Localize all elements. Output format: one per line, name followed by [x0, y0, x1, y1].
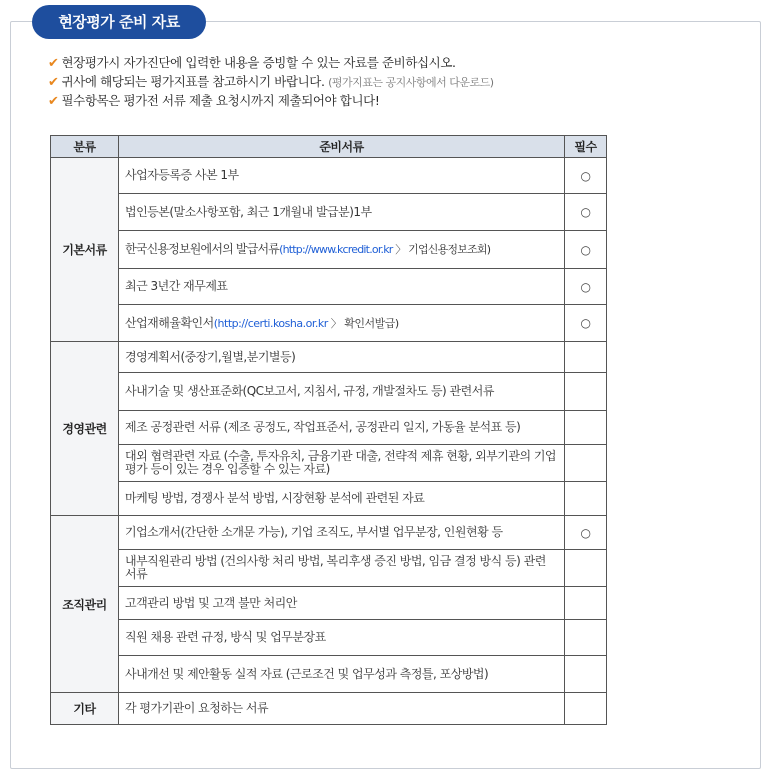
note-item: ✔ 귀사에 해당되는 평가지표를 참고하시기 바랍니다. (평가지표는 공지사항에서 다운로드) [48, 74, 494, 90]
table-row [51, 158, 607, 194]
note-subtext: (평가지표는 공지사항에서 다운로드) [328, 76, 494, 89]
table-row [51, 516, 607, 550]
table-row [51, 194, 607, 231]
table-row [51, 445, 607, 482]
document-item: 직원 채용 관련 규정, 방식 및 업무분장표 [119, 620, 565, 656]
required-cell [565, 445, 607, 482]
required-cell [565, 482, 607, 516]
table-row [51, 342, 607, 373]
section-title-tab: 현장평가 준비 자료 [32, 5, 206, 39]
required-cell [565, 373, 607, 411]
category-organization: 조직관리 [51, 516, 119, 693]
category-other: 기타 [51, 693, 119, 725]
document-item: 고객관리 방법 및 고객 불만 처리안 [119, 587, 565, 620]
required-cell [565, 587, 607, 620]
category-basic: 기본서류 [51, 158, 119, 342]
document-item: 사업자등록증 사본 1부 [119, 158, 565, 194]
document-item: 사내기술 및 생산표준화(QC보고서, 지침서, 규정, 개발절차도 등) 관련서류 [119, 373, 565, 411]
header-required: 필수 [565, 136, 607, 158]
document-item: 산업재해율확인서(http://certi.kosha.or.kr 〉 확인서발급) [119, 305, 565, 342]
required-cell [565, 693, 607, 725]
header-documents: 준비서류 [119, 136, 565, 158]
table-row [51, 269, 607, 305]
document-item: 제조 공정관련 서류 (제조 공정도, 작업표준서, 공정관리 일지, 가동율 분석표 등) [119, 411, 565, 445]
required-cell [565, 656, 607, 693]
table-row [51, 620, 607, 656]
document-item: 법인등본(말소사항포함, 최근 1개월내 발급분)1부 [119, 194, 565, 231]
header-category: 분류 [51, 136, 119, 158]
kosha-link[interactable]: (http://certi.kosha.or.kr [213, 316, 328, 330]
required-cell [565, 342, 607, 373]
document-item: 경영계획서(중장기,월별,분기별등) [119, 342, 565, 373]
required-cell [565, 620, 607, 656]
table-row [51, 693, 607, 725]
required-cell [565, 411, 607, 445]
document-item: 대외 협력관련 자료 (수출, 투자유치, 금융기관 대출, 전략적 제휴 현황, 외부기관의 기업평가 등이 있는 경우 입증할 수 있는 자료) [119, 445, 565, 482]
instruction-notes [48, 54, 748, 111]
table-row [51, 305, 607, 342]
table-row [51, 587, 607, 620]
document-item: 각 평가기관이 요청하는 서류 [119, 693, 565, 725]
document-item: 마케팅 방법, 경쟁사 분석 방법, 시장현황 분석에 관련된 자료 [119, 482, 565, 516]
check-icon: ✔ [48, 75, 59, 90]
document-item: 한국신용정보원에서의 발급서류(http://www.kcredit.or.kr 〉 기업신용정보조회) [119, 231, 565, 269]
required-mark: ○ [565, 158, 607, 194]
required-mark: ○ [565, 231, 607, 269]
document-item: 기업소개서(간단한 소개문 가능), 기업 조직도, 부서별 업무분장, 인원현황 등 [119, 516, 565, 550]
document-item: 사내개선 및 제안활동 실적 자료 (근로조건 및 업무성과 측정틀, 포상방법) [119, 656, 565, 693]
note-item: ✔ 필수항목은 평가전 서류 제출 요청시까지 제출되어야 합니다! [48, 93, 380, 109]
table-row [51, 482, 607, 516]
required-mark: ○ [565, 305, 607, 342]
category-management: 경영관련 [51, 342, 119, 516]
table-row [51, 231, 607, 269]
document-checklist-table [50, 135, 607, 725]
table-row [51, 656, 607, 693]
required-mark: ○ [565, 269, 607, 305]
required-mark: ○ [565, 516, 607, 550]
required-mark: ○ [565, 194, 607, 231]
table-row [51, 373, 607, 411]
check-icon: ✔ [48, 94, 59, 109]
table-row [51, 550, 607, 587]
required-cell [565, 550, 607, 587]
document-item: 내부직원관리 방법 (건의사항 처리 방법, 복리후생 증진 방법, 임금 결정 방식 등) 관련 서류 [119, 550, 565, 587]
table-row [51, 411, 607, 445]
check-icon: ✔ [48, 56, 59, 71]
kcredit-link[interactable]: (http://www.kcredit.or.kr [279, 243, 393, 256]
note-item: ✔ 현장평가시 자가진단에 입력한 내용을 증빙할 수 있는 자료를 준비하십시오. [48, 55, 456, 71]
document-item: 최근 3년간 재무제표 [119, 269, 565, 305]
